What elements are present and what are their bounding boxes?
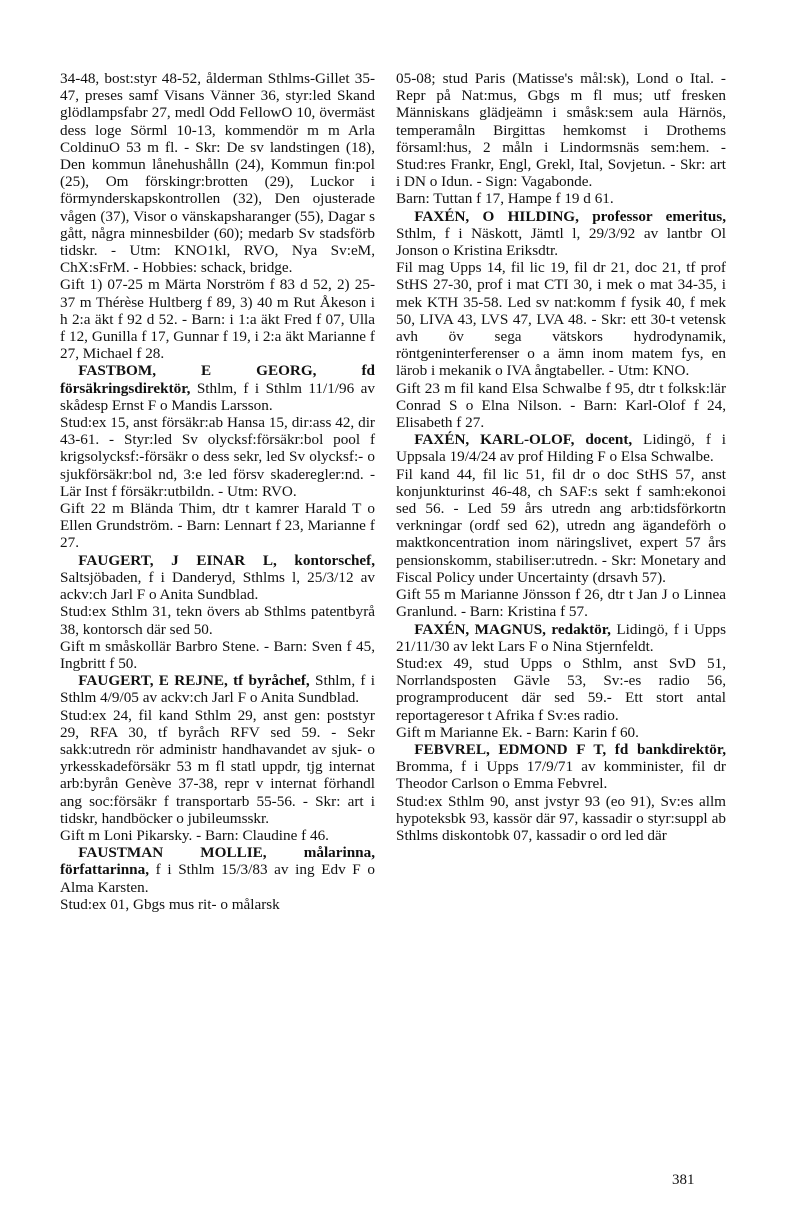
entry-heading: FASTBOM, E GEORG, fd försäkringsdirektör,: [60, 362, 375, 397]
text-block: Stud:ex 15, anst försäkr:ab Hansa 15, dir:ass 42, dir 43-61. - Styr:led Sv olycksf:försäkr:bol pool f krigsolycksf:-försäkr o dess sekr, led Sv olycksf:- o sjukförsäkr:bol nd, 3:e led försv skaderegler:nd. - Lär Inst f försäkr:utbildn. - Utm: RVO.: [60, 414, 375, 500]
entry-heading: FAUGERT, E REJNE, tf byråchef,: [78, 672, 310, 690]
text-block: Fil kand 44, fil lic 51, fil dr o doc StHS 57, anst konjunkturinst 46-48, ch SAF:s sekt f samh:ekonoi sed 56. - Led 59 års utredn ang arb:tidsförkortn verkningar (ordf sed 62), utredn ang ägandeförh o maktkoncentration inom näringslivet, expert 57 års pensionskomm, stabiliser:utredn. - Skr: Monetary and Fiscal Policy under Uncertainty (drsavh 57).: [396, 465, 726, 586]
entry-text: Saltsjöbaden, f i Danderyd, Sthlms l, 25/3/12 av ackv:ch Jarl F o Anita Sundblad.: [60, 568, 375, 604]
text-block: Gift m småskollär Barbro Stene. - Barn: Sven f 45, Ingbritt f 50.: [60, 637, 375, 672]
text-block: Stud:ex Sthlm 90, anst jvstyr 93 (eo 91), Sv:es allm hypoteksbk 93, kassör där 97, kassadir o styr:suppl ab Sthlms diskontobk 07, kassadir o ord led där: [396, 792, 726, 844]
text-block: Gift 23 m fil kand Elsa Schwalbe f 95, dtr t folksk:lär Conrad S o Elna Nilson. - Barn: Karl-Olof f 24, Elisabeth f 27.: [396, 379, 726, 432]
right-column: [396, 70, 726, 844]
biography-entry: [396, 431, 726, 465]
entry-text: Bromma, f i Upps 17/9/71 av komminister, fil dr Theodor Carlson o Emma Febvrel.: [396, 758, 726, 793]
text-block: 34-48, bost:styr 48-52, ålderman Sthlms-Gillet 35-47, preses samf Visans Vänner 36, styr:led Skand glödlampsfabr 27, medl Odd FellowO 10, övermäst dess loge Sörml 10-13, kommendör m m Arla ColdinuO 53 m fl. - Skr: De sv landstingen (18), Den kommun lånehushålln (24), Kommun fin:pol (25), Om förskingr:brotten (29), Luckor i förmynderskapskontrollen (32), Den ojusterade vågen (37), Visor o vänskapsharanger (55), Dagar s gått, några minnesbilder (60); medarb Sv stadsförb tidskr. - Utm: KNO1kl, RVO, Nya Sv:eM, ChX:sFrM. - Hobbies: schack, bridge.: [60, 70, 375, 277]
biography-entry: [60, 552, 375, 604]
text-block: Gift 55 m Marianne Jönsson f 26, dtr t Jan J o Linnea Granlund. - Barn: Kristina f 57.: [396, 586, 726, 621]
entry-heading: FAXÉN, MAGNUS, redaktör,: [414, 620, 611, 638]
text-block: Stud:ex 24, fil kand Sthlm 29, anst gen: poststyr 29, RFA 30, tf byråch RFV sed 59. - Sekr sakk:utredn rör administr handhavandet av sjuk- o yrkesskadeförsäkr 53 m fl statl uppdr, tjg internat arb:byrån Genève 37-38, repr v internat förhandl ang soc:försäkr f transportarb 55-56. - Skr: art i tidskr, handböcker o jubileumsskr.: [60, 706, 375, 827]
biography-entry: [396, 208, 726, 260]
entry-heading: FAXÉN, O HILDING, professor emeritus,: [414, 207, 726, 225]
entry-heading: FAXÉN, KARL-OLOF, docent,: [414, 431, 633, 449]
text-block: Gift m Loni Pikarsky. - Barn: Claudine f 46.: [60, 826, 329, 844]
text-block: Gift 22 m Blända Thim, dtr t kamrer Harald T o Ellen Grundström. - Barn: Lennart f 23, Marianne f 27.: [60, 500, 375, 552]
text-block: Stud:ex Sthlm 31, tekn övers ab Sthlms patentbyrå 38, kontorsch där sed 50.: [60, 603, 375, 638]
biography-entry: [60, 362, 375, 414]
text-block: Fil mag Upps 14, fil lic 19, fil dr 21, doc 21, tf prof StHS 27-30, prof i mat CTI 30, i mek o mat 34-35, i mek KTH 35-58. Led sv nat:komm f fysik 40, f mek 50, LIVA 43, LVS 47, LVA 48. - Skr: ett 30-t vetensk avh öv sega vätskors hydrodynamik, röntgeninterferenser o a ämn inom matem fys, en lärob i mekanik o IVA ångtabeller. - Utm: KNO.: [396, 259, 726, 380]
entry-text: Lidingö, f i Upps 21/11/30 av lekt Lars F o Nina Stjernfeldt.: [396, 620, 726, 655]
entry-heading: FAUGERT, J EINAR L, kontorschef,: [78, 551, 375, 569]
entry-text: Sthlm, f i Sthlm 11/1/96 av skådesp Ernst F o Mandis Larsson.: [60, 379, 375, 414]
entry-text: Lidingö, f i Uppsala 19/4/24 av prof Hilding F o Elsa Schwalbe.: [396, 431, 726, 466]
text-block: 05-08; stud Paris (Matisse's mål:sk), Lond o Ital. - Repr på Nat:mus, Gbgs m fl mus; utf fresken Människans glädjeämn i småsk:sem aula Härnös, temperamåln Birgittas hemkomst i Drothems församl:hus, 2 måln i Lindormsnäs sem:hem. - Stud:res Frankr, Engl, Grekl, Ital, Sovjetun. - Skr: art i DN o Idun. - Sign: Vagabonde.: [396, 70, 726, 191]
biography-entry: [60, 844, 375, 896]
entry-text: f i Sthlm 15/3/83 av ing Edv F o Alma Karsten.: [60, 861, 375, 896]
text-block: Stud:ex 49, stud Upps o Sthlm, anst SvD 51, Norrlandsposten Gävle 53, Sv:-es radio 56, programproducent där sed 59.- Ett stort antal reportageresor t Afrika f Sv:es radio.: [396, 654, 726, 724]
entry-heading: FEBVREL, EDMOND F T, fd bankdirektör,: [414, 740, 726, 758]
left-column: [60, 70, 375, 913]
entry-text: Sthlm, f i Näskott, Jämtl l, 29/3/92 av lantbr Ol Jonson o Kristina Eriksdtr.: [396, 224, 726, 260]
entry-text: Sthlm, f i Sthlm 4/9/05 av ackv:ch Jarl F o Anita Sundblad.: [60, 672, 376, 707]
text-block: Gift 1) 07-25 m Märta Norström f 83 d 52, 2) 25-37 m Thérèse Hultberg f 89, 3) 40 m Rut Åkeson i h 2:a äkt f 92 d 52. - Barn: i 1:a äkt Fred f 07, Ulla f 12, Gunilla f 17, Gunnar f 19, i 2:a äkt Marianne f 27, Michael f 28.: [60, 276, 375, 363]
text-block: Barn: Tuttan f 17, Hampe f 19 d 61.: [396, 190, 614, 208]
biography-entry: [396, 741, 726, 793]
biography-entry: [396, 621, 726, 655]
text-block: Gift m Marianne Ek. - Barn: Karin f 60.: [396, 723, 639, 741]
page-number: 381: [672, 1172, 695, 1188]
text-block: Stud:ex 01, Gbgs mus rit- o målarsk: [60, 895, 280, 913]
biography-entry: [60, 672, 375, 706]
entry-heading: FAUSTMAN MOLLIE, målarinna, författarinna,: [60, 844, 375, 879]
